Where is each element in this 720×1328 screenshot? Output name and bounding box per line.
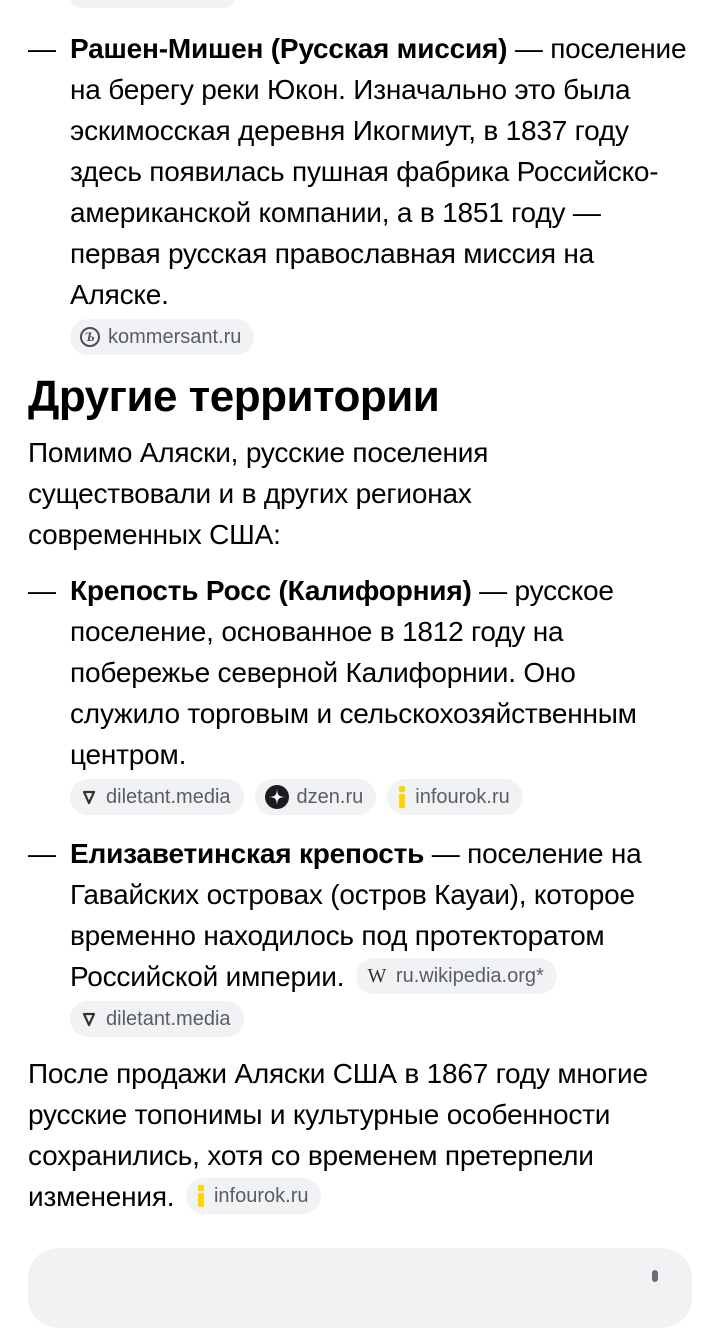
- source-label: infourok.ru: [415, 786, 510, 808]
- list-item-elizabeth-fort: [28, 833, 698, 1037]
- mic-icon[interactable]: [652, 1270, 658, 1282]
- diletant-icon: [80, 1010, 98, 1028]
- source-label: infourok.ru: [213, 1184, 309, 1207]
- source-chip-diletant[interactable]: [70, 779, 244, 815]
- list-dash: —: [28, 838, 56, 869]
- list-item-russian-mission: [28, 28, 698, 355]
- source-label: kommersant.ru: [108, 326, 242, 348]
- diletant-icon: [80, 788, 98, 806]
- item-text: — русское поселение, основанное в 1812 году на побережье северной Калифорнии. Оно служило торговым и сельскохозяйственным центром.: [70, 575, 637, 770]
- item-title: Рашен-Мишен (Русская миссия): [70, 33, 508, 64]
- source-label: diletant.media: [106, 786, 231, 808]
- source-chip-kommersant[interactable]: [70, 319, 254, 355]
- dzen-icon: [265, 785, 289, 809]
- list-item-fort-ross: [28, 570, 698, 815]
- wikipedia-icon: W: [367, 964, 387, 987]
- infourok-icon: [196, 1184, 206, 1208]
- source-chip-cut-off[interactable]: [70, 0, 235, 8]
- source-label: dzen.ru: [296, 786, 364, 808]
- infourok-icon: [397, 785, 407, 809]
- closing-text: После продажи Аляски США в 1867 году многие русские топонимы и культурные особенности сохранились, хотя со временем претерпели изменения.: [28, 1058, 648, 1212]
- item-text: — поселение на Гавайских островах (остров Кауаи), которое временно находилось под протекторатом Российской империи.: [70, 838, 642, 992]
- section-intro: Помимо Аляски, русские поселения существовали и в других регионах современных США:: [28, 437, 489, 550]
- item-text: — поселение на берегу реки Юкон. Изначально это была эскимосская деревня Икогмиут, в 1837 году здесь появилась пушная фабрика Российско-американской компании, а в 1851 году — первая русская православная миссия на Аляске.: [70, 33, 687, 310]
- source-label: diletant.media: [106, 1008, 231, 1030]
- section-title: Другие территории: [28, 372, 440, 421]
- source-chip-infourok[interactable]: [186, 1178, 322, 1214]
- source-chip-dzen[interactable]: [255, 779, 377, 815]
- list-dash: —: [28, 33, 56, 64]
- source-label: ru.wikipedia.org*: [395, 964, 544, 987]
- item-title: Крепость Росс (Калифорния): [70, 575, 472, 606]
- item-title: Елизаветинская крепость: [70, 838, 425, 869]
- kommersant-icon: Ъ: [80, 327, 100, 347]
- source-chip-infourok[interactable]: [387, 779, 523, 815]
- source-chip-diletant[interactable]: [70, 1001, 244, 1037]
- chat-input-bar[interactable]: [28, 1248, 692, 1328]
- source-chip-wikipedia[interactable]: [356, 958, 557, 994]
- list-dash: —: [28, 575, 56, 606]
- closing-paragraph: [28, 1053, 688, 1217]
